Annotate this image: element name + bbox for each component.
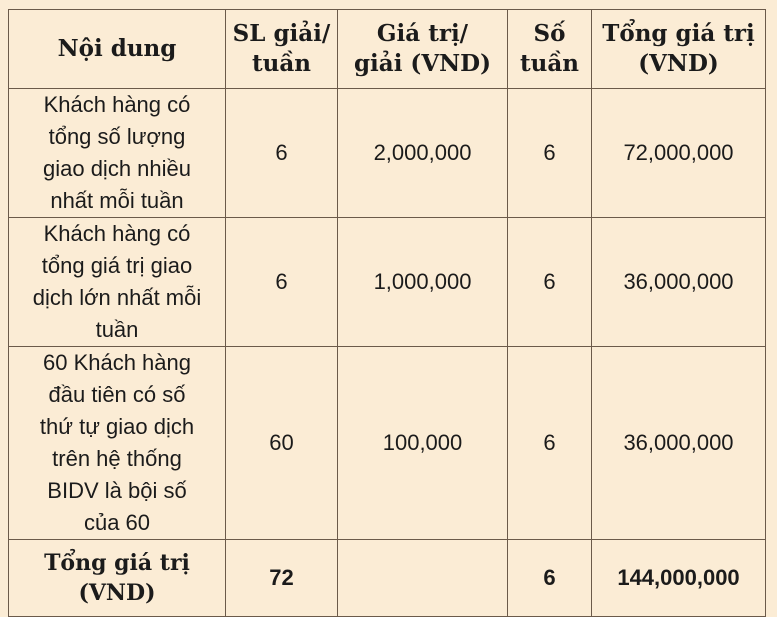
total-row [9, 540, 766, 617]
total-total-value: 144,000,000 [592, 540, 766, 617]
row-total-value: 36,000,000 [592, 218, 766, 347]
table-row [9, 218, 766, 347]
row-total-value: 72,000,000 [592, 89, 766, 218]
header-row [9, 10, 766, 89]
row-value-per-prize: 1,000,000 [338, 218, 508, 347]
row-total-value: 36,000,000 [592, 347, 766, 540]
total-weeks: 6 [508, 540, 592, 617]
total-prizes-per-week: 72 [226, 540, 338, 617]
header-value-per-prize: Giá trị/ giải (VND) [338, 10, 508, 89]
row-value-per-prize: 100,000 [338, 347, 508, 540]
row-prizes-per-week: 60 [226, 347, 338, 540]
row-description: Khách hàng có tổng giá trị giao dịch lớn nhất mỗi tuần [9, 218, 226, 347]
header-content: Nội dung [9, 10, 226, 89]
row-description: 60 Khách hàng đầu tiên có số thứ tự giao dịch trên hệ thống BIDV là bội số của 60 [9, 347, 226, 540]
prize-table [8, 9, 766, 617]
table-row [9, 89, 766, 218]
total-label: Tổng giá trị (VND) [9, 540, 226, 617]
row-weeks: 6 [508, 89, 592, 218]
header-total-value: Tổng giá trị (VND) [592, 10, 766, 89]
row-value-per-prize: 2,000,000 [338, 89, 508, 218]
row-weeks: 6 [508, 347, 592, 540]
total-value-per-prize [338, 540, 508, 617]
row-description: Khách hàng có tổng số lượng giao dịch nhiều nhất mỗi tuần [9, 89, 226, 218]
row-prizes-per-week: 6 [226, 218, 338, 347]
row-weeks: 6 [508, 218, 592, 347]
row-prizes-per-week: 6 [226, 89, 338, 218]
header-prizes-per-week: SL giải/ tuần [226, 10, 338, 89]
header-weeks: Số tuần [508, 10, 592, 89]
table-row [9, 347, 766, 540]
